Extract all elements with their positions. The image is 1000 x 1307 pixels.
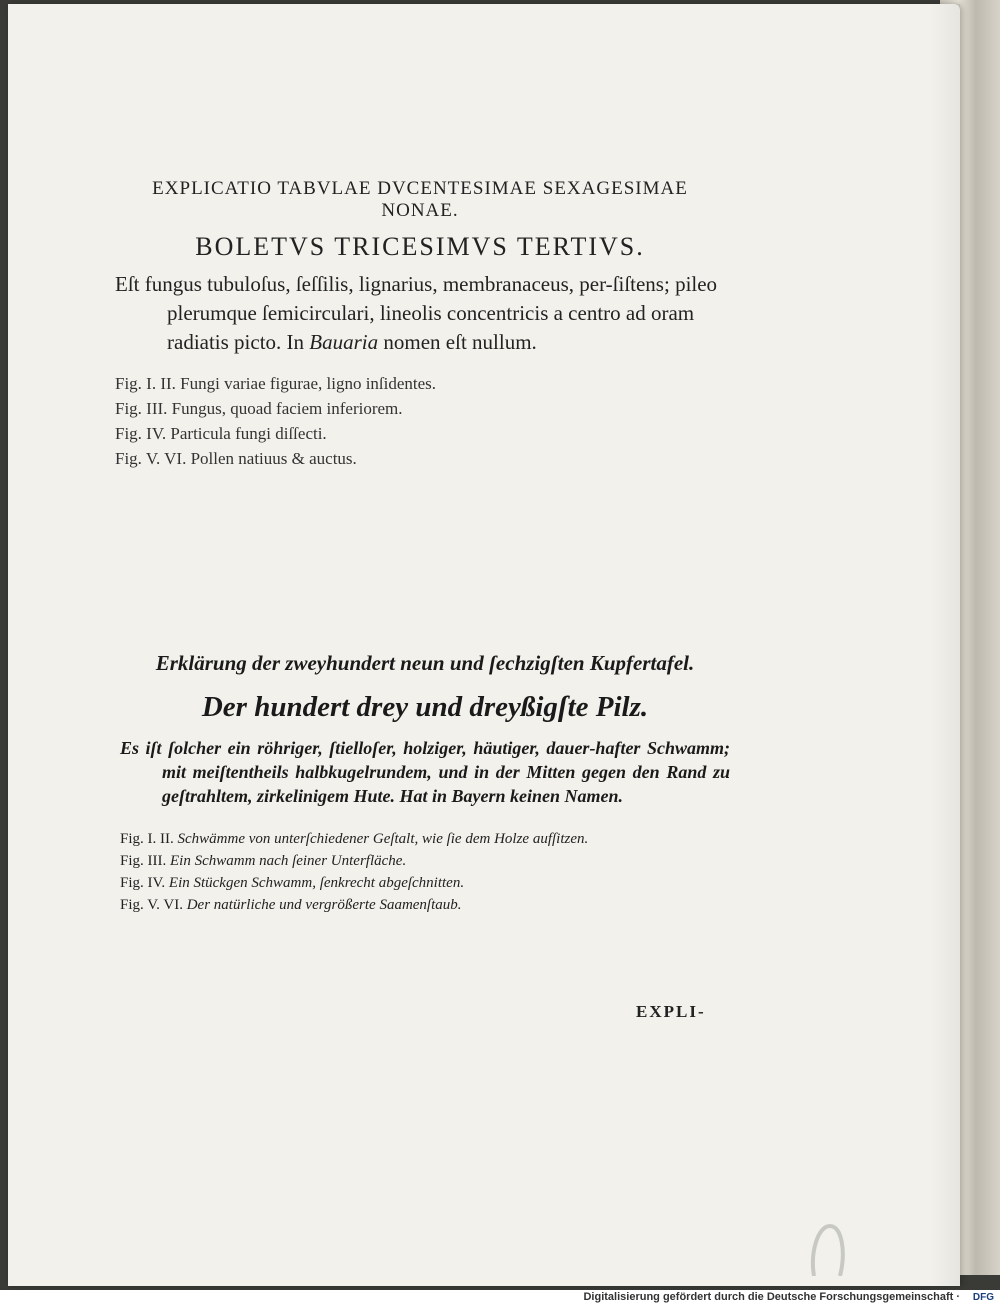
latin-description-a: Eſt fungus tubuloſus, ſeſſilis, lignarius, membranaceus, per-ſiſtens; pileo plerumque ſemicirculari, lineolis concentricis a centro ad oram radiatis picto. In: [115, 272, 718, 354]
german-figure-text: Ein Stückgen Schwamm, ſenkrecht abgeſchnitten.: [168, 875, 465, 891]
german-figure-text: Schwämme von unterſchiedener Geſtalt, wie ſie dem Holze aufſitzen.: [177, 831, 589, 847]
german-figure-item: [120, 872, 730, 894]
german-title: Erklärung der zweyhundert neun und ſechzigſten Kupfertafel.: [155, 651, 695, 675]
latin-description-b: nomen eſt nullum.: [378, 330, 537, 354]
german-figure-item: [120, 894, 730, 916]
german-figure-text: Der natürliche und vergrößerte Saamenſtaub.: [186, 897, 462, 913]
binding-ring-icon: [808, 1222, 848, 1276]
footer-credit: Digitalisierung gefördert durch die Deutsche Forschungsgemeinschaft ·: [583, 1291, 960, 1303]
german-section: [120, 650, 730, 916]
german-figure-text: Ein Schwamm nach ſeiner Unterfläche.: [170, 853, 407, 869]
latin-figure-item: Fig. IV. Particula fungi diſſecti.: [115, 424, 327, 443]
latin-figure-list: [115, 371, 725, 471]
latin-figure-item: Fig. I. II. Fungi variae figurae, ligno inſidentes.: [115, 374, 437, 393]
german-figure-label: Fig. III.: [120, 853, 167, 869]
german-figure-item: [120, 850, 730, 872]
german-figure-label: Fig. IV.: [120, 875, 166, 891]
dfg-logo: DFG: [972, 1292, 994, 1303]
latin-description: [115, 270, 725, 357]
latin-subtitle: BOLETVS TRICESIMVS TERTIVS.: [195, 232, 645, 261]
german-subtitle: Der hundert drey und dreyßigſte Pilz.: [201, 691, 649, 723]
latin-section: [115, 178, 725, 471]
latin-figure-item: Fig. III. Fungus, quoad faciem inferiorem.: [115, 399, 403, 418]
german-figure-label: Fig. I. II.: [120, 831, 174, 847]
german-description: Es iſt ſolcher ein röhriger, ſtielloſer, holziger, häutiger, dauer-hafter Schwamm; mit meiſtentheils halbkugelrundem, und in der Mitten gegen den Rand zu geſtrahltem, zirkelinigem Hute. Hat in Bayern keinen Namen.: [120, 738, 730, 806]
latin-figure-item: Fig. V. VI. Pollen natiuus & auctus.: [115, 449, 357, 468]
latin-place-name: Bauaria: [309, 330, 379, 354]
german-figure-list: [120, 828, 730, 916]
catchword: EXPLI-: [636, 1002, 706, 1021]
latin-title-line1: EXPLICATIO TABVLAE DVCENTESIMAE SEXAGESIMAE: [152, 178, 688, 199]
latin-title-line2: NONAE.: [381, 200, 459, 221]
german-figure-item: [120, 828, 730, 850]
german-figure-label: Fig. V. VI.: [120, 897, 183, 913]
